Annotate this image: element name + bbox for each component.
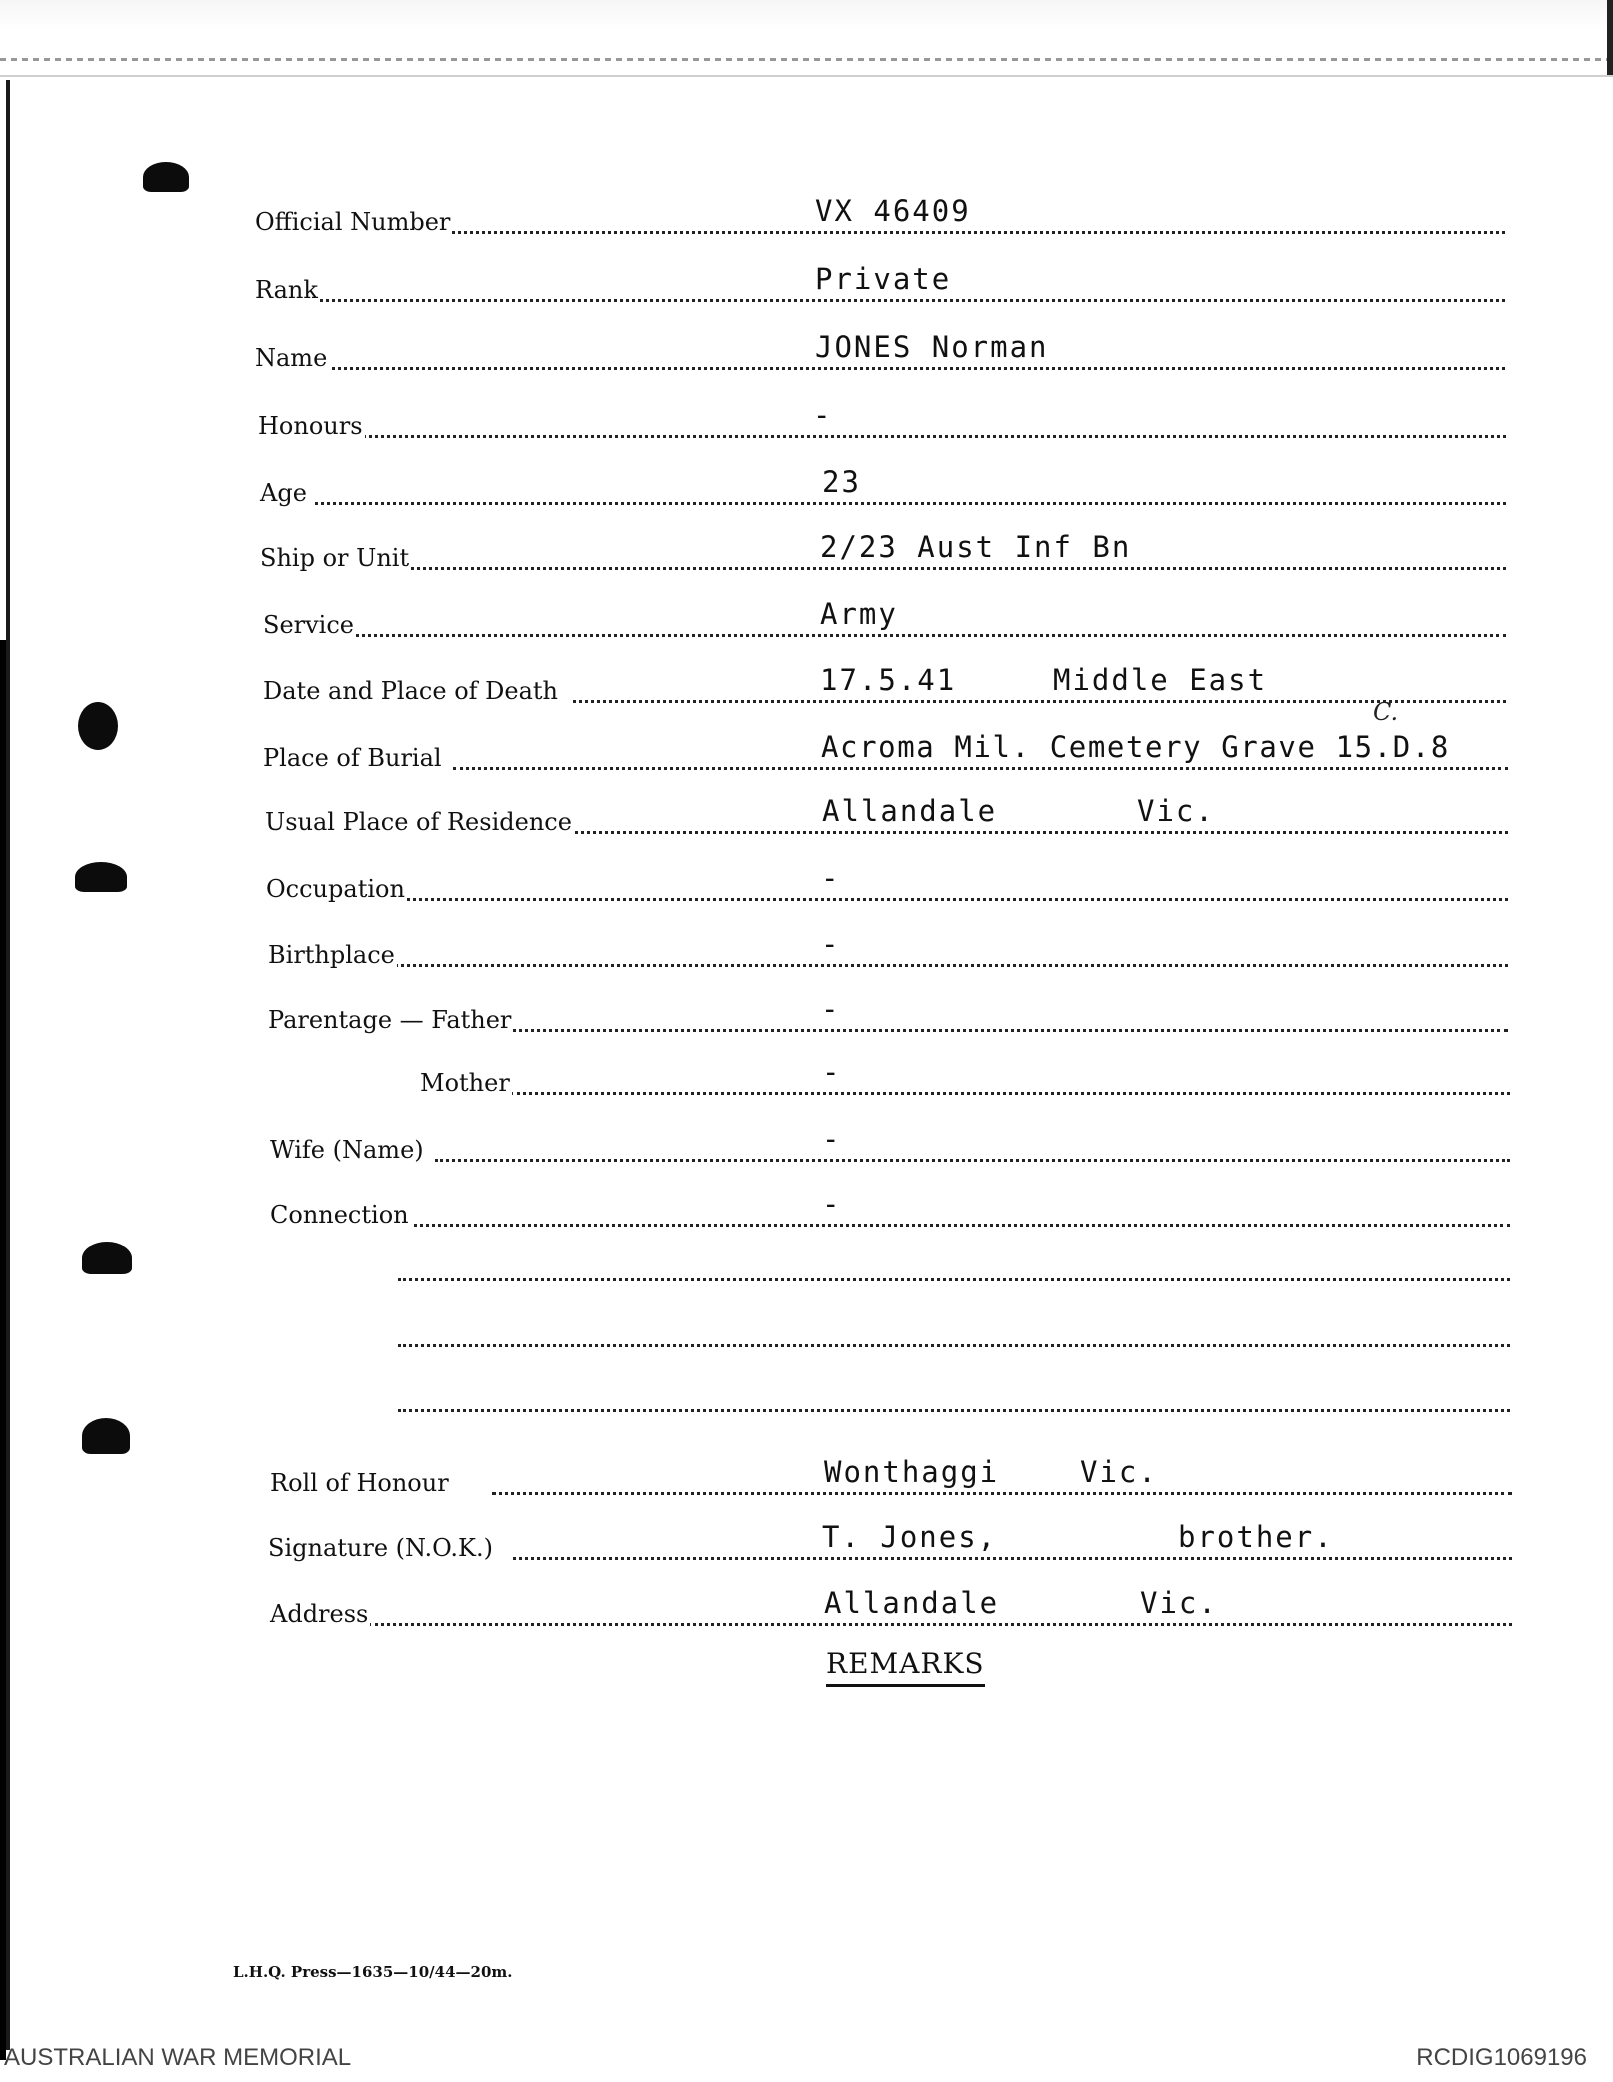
ship-or-unit-field [260, 518, 1506, 578]
field-label: Rank [255, 276, 318, 304]
punch-hole [75, 862, 127, 892]
field-label: Official Number [255, 208, 451, 236]
address-field [270, 1574, 1512, 1634]
field-value: VX 46409 [815, 194, 971, 228]
field-value: - [813, 398, 833, 432]
parentage-father-field [268, 980, 1508, 1040]
field-value: JONES Norman [815, 330, 1049, 364]
field-value: - [822, 1122, 842, 1156]
field-dots [573, 700, 1506, 703]
scan-left-edge [6, 80, 10, 2050]
archive-credit: AUSTRALIAN WAR MEMORIAL [4, 2044, 352, 2071]
field-dots [343, 634, 1506, 637]
field-dots [445, 231, 1505, 234]
field-dots [453, 767, 1508, 770]
field-dots [435, 1159, 1510, 1162]
punch-hole [82, 1242, 132, 1274]
field-value-secondary: Vic. [1137, 794, 1215, 828]
field-label: Name [255, 344, 328, 372]
field-label: Ship or Unit [260, 544, 410, 572]
field-value: 23 [822, 465, 861, 499]
field-dots [395, 1224, 1510, 1227]
field-value: - [822, 1187, 842, 1221]
field-value: - [821, 992, 841, 1026]
field-label: Age [260, 479, 307, 507]
field-label: Parentage — Father [268, 1006, 512, 1034]
field-value: Army [820, 597, 898, 631]
name-field [255, 318, 1505, 378]
field-dots [358, 435, 1506, 438]
honours-field [258, 386, 1506, 446]
scan-left-edge-shadow [0, 640, 6, 2060]
field-dots [315, 299, 1505, 302]
occupation-field [266, 849, 1508, 909]
field-value: T. Jones, [822, 1520, 998, 1554]
signature-nok-field [268, 1508, 1512, 1568]
field-value: Acroma Mil. Cemetery Grave 15.D.8 [821, 730, 1450, 764]
connection-field [270, 1175, 1510, 1235]
field-value-secondary: Middle East [1053, 663, 1268, 697]
punch-hole [82, 1418, 130, 1454]
official-number-field [255, 182, 1505, 242]
field-dots [325, 367, 1505, 370]
field-label: Signature (N.O.K.) [268, 1534, 493, 1562]
connection-continuation-line [398, 1344, 1510, 1347]
field-label: Date and Place of Death [263, 677, 559, 705]
field-value: - [821, 927, 841, 961]
parentage-mother-field [420, 1043, 1510, 1103]
field-value: Private [815, 262, 952, 296]
age-field [260, 453, 1506, 513]
field-dots [510, 1092, 1510, 1095]
rank-field [255, 250, 1505, 310]
field-dots [513, 1557, 1512, 1560]
usual-residence-field [265, 782, 1508, 842]
field-label: Mother [420, 1069, 510, 1097]
field-value: Allandale [822, 794, 998, 828]
punch-hole [143, 162, 189, 192]
press-imprint: L.H.Q. Press—1635—10/44—20m. [233, 1963, 513, 1981]
date-place-of-death-field [263, 651, 1506, 711]
field-label: Connection [270, 1201, 409, 1229]
field-value: - [821, 861, 841, 895]
field-dots [368, 1623, 1512, 1626]
field-dots [315, 502, 1506, 505]
service-field [263, 585, 1506, 645]
field-value-secondary: brother. [1178, 1520, 1334, 1554]
field-dots [396, 898, 1508, 901]
field-label: Usual Place of Residence [265, 808, 572, 836]
remarks-heading: REMARKS [826, 1647, 985, 1687]
field-label: Roll of Honour [270, 1469, 449, 1497]
field-value: Wonthaggi [824, 1455, 1000, 1489]
birthplace-field [268, 915, 1508, 975]
field-dots [575, 831, 1508, 834]
scan-top-edge [0, 0, 1613, 77]
field-dots [400, 567, 1506, 570]
field-label: Service [263, 611, 354, 639]
field-value: - [822, 1055, 842, 1089]
field-value: 17.5.41 [820, 663, 957, 697]
archive-reference: RCDIG1069196 [1416, 2044, 1587, 2071]
field-value-secondary: Vic. [1080, 1455, 1158, 1489]
field-dots [492, 1492, 1512, 1495]
field-dots [383, 964, 1508, 967]
roll-of-honour-field [270, 1443, 1512, 1503]
field-label: Birthplace [268, 941, 395, 969]
field-value: 2/23 Aust Inf Bn [820, 530, 1132, 564]
field-label: Address [270, 1600, 369, 1628]
field-label: Occupation [266, 875, 405, 903]
place-of-burial-field [263, 698, 1508, 778]
wife-name-field [270, 1110, 1510, 1170]
field-value: Allandale [824, 1586, 1000, 1620]
handwritten-correction: C. [1373, 698, 1399, 726]
field-label: Honours [258, 412, 363, 440]
field-dots [500, 1029, 1508, 1032]
field-label: Place of Burial [263, 744, 442, 772]
connection-continuation-line [398, 1409, 1510, 1412]
field-label: Wife (Name) [270, 1136, 424, 1164]
field-value-secondary: Vic. [1140, 1586, 1218, 1620]
connection-continuation-line [398, 1278, 1510, 1281]
punch-hole [78, 702, 118, 750]
scan-right-edge [1607, 0, 1613, 75]
